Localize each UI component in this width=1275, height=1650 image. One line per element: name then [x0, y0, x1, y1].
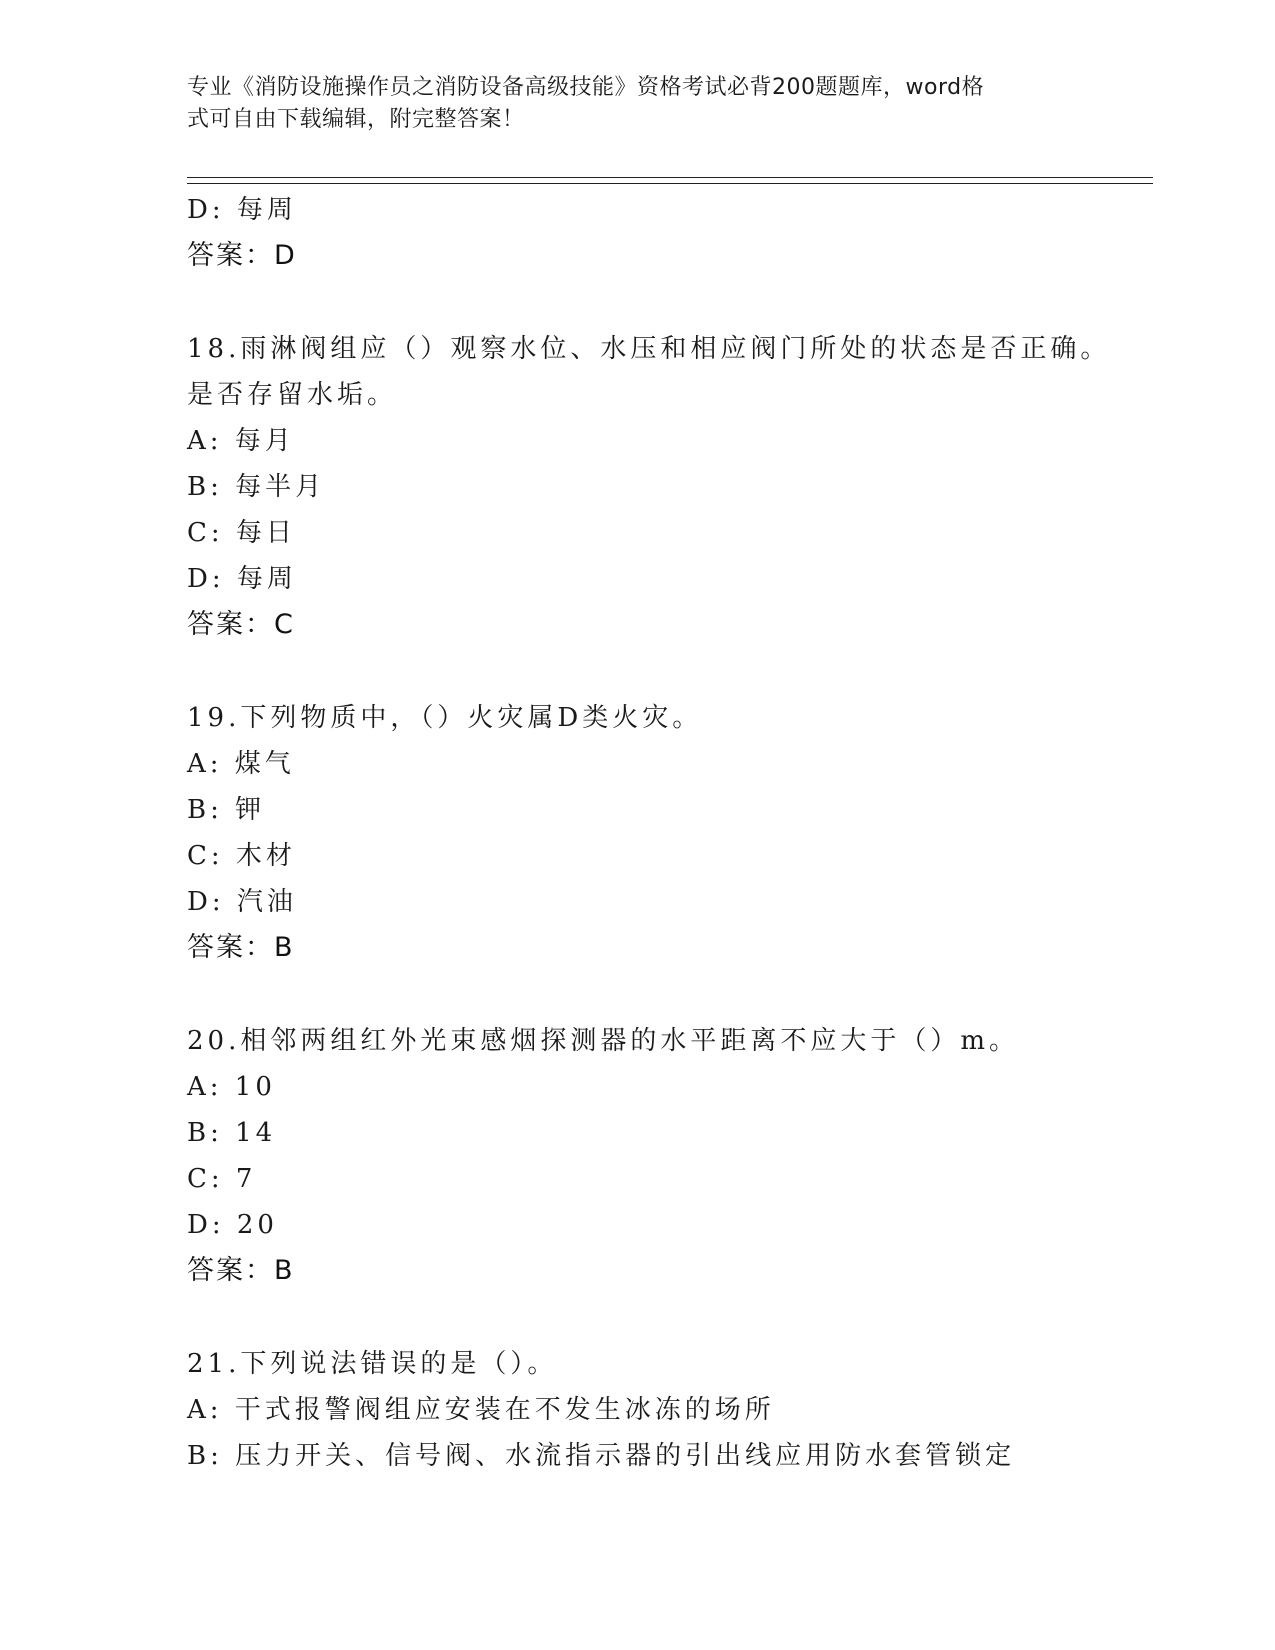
- question-stem: 21.下列说法错误的是（）。: [187, 1349, 558, 1379]
- question-stem: 19.下列物质中，（）火灾属D类火灾。: [187, 703, 703, 733]
- document-header: [187, 72, 1067, 136]
- answer-line: 答案：C: [187, 609, 295, 640]
- option-b: B: 14: [187, 1118, 277, 1148]
- header-divider-bottom: [187, 183, 1153, 184]
- answer-line: 答案：D: [187, 240, 297, 271]
- option-b: B: 每半月: [187, 472, 326, 502]
- question-stem-continued: 是否存留水垢。: [187, 380, 398, 410]
- previous-question-tail: [187, 187, 1127, 279]
- option-a: A: 每月: [187, 426, 295, 456]
- question-20: [187, 1018, 1127, 1294]
- option-c: C: 每日: [187, 518, 296, 548]
- option-d: D: 每周: [187, 195, 297, 225]
- question-stem: 20.相邻两组红外光束感烟探测器的水平距离不应大于（）m。: [187, 1026, 1020, 1056]
- option-a: A: 干式报警阀组应安装在不发生冰冻的场所: [187, 1395, 775, 1425]
- answer-line: 答案：B: [187, 1255, 295, 1286]
- option-b: B: 钾: [187, 795, 266, 825]
- question-19: [187, 695, 1127, 971]
- option-d: D: 汽油: [187, 887, 297, 917]
- header-line-1: 专业《消防设施操作员之消防设备高级技能》资格考试必背200题题库，word格: [187, 75, 985, 100]
- option-d: D: 每周: [187, 564, 297, 594]
- header-line-2: 式可自由下载编辑，附完整答案！: [187, 107, 525, 132]
- question-21: [187, 1341, 1127, 1479]
- option-b: B: 压力开关、信号阀、水流指示器的引出线应用防水套管锁定: [187, 1441, 1016, 1471]
- header-divider-top: [187, 177, 1153, 178]
- option-a: A: 煤气: [187, 749, 295, 779]
- answer-line: 答案：B: [187, 932, 295, 963]
- question-list: [187, 187, 1127, 1479]
- option-a: A: 10: [187, 1072, 276, 1102]
- option-c: C: 7: [187, 1164, 257, 1194]
- question-stem: 18.雨淋阀组应（）观察水位、水压和相应阀门所处的状态是否正确。: [187, 334, 1111, 364]
- question-18: [187, 326, 1127, 648]
- option-c: C: 木材: [187, 841, 296, 871]
- option-d: D: 20: [187, 1210, 278, 1240]
